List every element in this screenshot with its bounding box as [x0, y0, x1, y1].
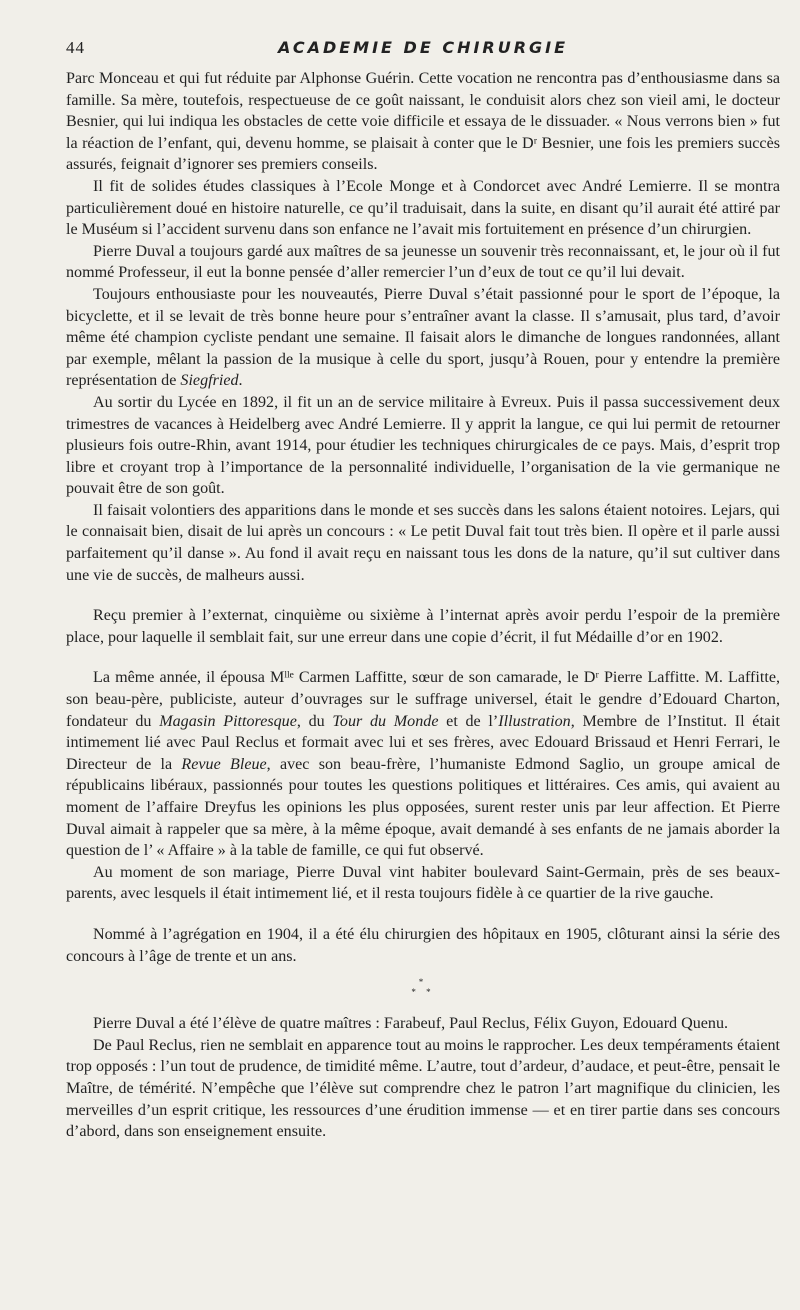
paragraph: Reçu premier à l’externat, cinquième ou sixième à l’internat après avoir perdu l’espoir de la première place, pour laquelle il semblait fait, sur une erreur dans une copie d’écrit, il fut Médaille d’or en 1902.	[66, 607, 780, 646]
paragraph: Nommé à l’agrégation en 1904, il a été élu chirurgien des hôpitaux en 1905, clôturant ainsi la série des concours à l’âge de trente et un ans.	[66, 925, 780, 965]
paragraph: La même année, il épousa Mˡˡᵉ Carmen Laffitte, sœur de son camarade, le Dʳ Pierre Laffitte. M. Laffitte, son beau-père, publiciste, auteur d’ouvrages sur le suffrage universel, était le gendre d’Edouard Charton, fondateur du Magasin Pittoresque, du Tour du Monde et de l’Illustration, Membre de l’Institut. Il était intimement lié avec Paul Reclus et formait avec lui et ses frères, avec Edouard Brissaud et Henri Ferrari, le Directeur de la Revue Bleue, avec son beau-frère, l’humaniste Edmond Saglio, un groupe amical de républicains libéraux, passionnés pour toutes les questions politiques et littéraires. Ces amis, qui avaient au moment de l’affaire Dreyfus les opinions les plus opposées, surent rester unis par leur affection. Et Pierre Duval aimait à rappeler que sa mère, à la même époque, avait demandé à ses enfants de ne jamais aborder la question de l’ « Affaire » à la table de famille, ce qui fut observé.	[66, 669, 781, 860]
paragraph: Toujours enthousiaste pour les nouveautés, Pierre Duval s’était passionné pour le sport de l’époque, la bicyclette, et il se levait de très bonne heure pour s’entraîner avant la classe. Il s’amusait, plus tard, d’avoir même été champion cycliste pendant une semaine. Il faisait alors le dimanche de longues randonnées, allant par exemple, mêlant la passion de la musique à celle du sport, jusqu’à Rouen, pour y entendre la première représentation de Siegfried.	[66, 285, 780, 390]
paragraph: Il fit de solides études classiques à l’Ecole Monge et à Condorcet avec André Lemierre. Il se montra particulièrement doué en histoire naturelle, ce qu’il traduisait, dans la suite, en disant qu’il aurait été attiré par le Muséum si l’accident survenu dans son enfance ne l’avait mis fortuitement en présence d’un chirurgien.	[66, 177, 780, 239]
paragraph: Il faisait volontiers des apparitions dans le monde et ses succès dans les salons étaient notoires. Lejars, qui le connaisait bien, disait de lui après un concours : « Le petit Duval fait tout très bien. Il opère et il parle aussi parfaitement qu’il danse ». Au fond il avait reçu en naissant tous les dons de la nature, qu’il sut cultiver dans une vie de succès, de malheurs aussi.	[66, 501, 780, 584]
paragraph: De Paul Reclus, rien ne semblait en apparence tout au moins le rapprocher. Les deux tempéraments étaient trop opposés : l’un tout de prudence, de timidité même. L’autre, tout d’ardeur, d’audace, et peut-être, pensait le Maître, de témérité. N’empêche que l’élève sut comprendre chez le patron l’art magnifique du clinicien, les merveilles d’un esprit critique, les ressources d’une érudition immense — et en tirer partie dans ses concours d’abord, dans son enseignement ensuite.	[66, 1036, 780, 1141]
paragraph: Pierre Duval a toujours gardé aux maîtres de sa jeunesse un souvenir très reconnaissant, et, le jour où il fut nommé Professeur, il eut la bonne pensée d’aller remercier l’un d’eux de tout ce qu’il lui devait.	[66, 242, 780, 282]
paragraph: Au moment de son mariage, Pierre Duval vint habiter boulevard Saint-Germain, près de ses beaux-parents, avec lesquels il était intimement lié, et il resta toujours fidèle à ce quartier de la rive gauche.	[66, 863, 780, 903]
paragraph: Pierre Duval a été l’élève de quatre maîtres : Farabeuf, Paul Reclus, Félix Guyon, Edouard Quenu.	[93, 1015, 729, 1033]
page-number: 44	[66, 38, 85, 57]
separator-top: *	[418, 977, 428, 988]
section-separator	[66, 977, 780, 997]
running-title: ACADEMIE DE CHIRURGIE	[277, 38, 569, 57]
paragraph: Parc Monceau et qui fut réduite par Alphonse Guérin. Cette vocation ne rencontra pas d’enthousiasme dans sa famille. Sa mère, toutefois, respectueuse de ce goût naissant, le conduisit alors chez son vieil ami, le docteur Besnier, qui lui indiqua les obstacles de cette voie difficile et essaya de le dissuader. « Nous verrons bien » fut la réaction de l’enfant, qui, devenu homme, se plaisait à conter que le Dʳ Besnier, une fois les premiers succès assurés, feignait d’ignorer ses premiers conseils.	[66, 70, 780, 174]
body-text	[66, 68, 780, 1143]
separator-bottom: * *	[411, 987, 435, 998]
page-header	[66, 38, 780, 60]
paragraph: Au sortir du Lycée en 1892, il fit un an de service militaire à Evreux. Puis il passa successivement deux trimestres de vacances à Heidelberg avec André Lemierre. Il y apprit la langue, ce qui lui permit de retourner plusieurs fois outre-Rhin, avant 1914, pour étudier les techniques chirurgicales de ce pays. Mais, d’esprit trop libre et croyant trop à l’importance de la personnalité individuelle, l’organisation de la vie germanique ne pouvait être de son goût.	[66, 393, 780, 498]
